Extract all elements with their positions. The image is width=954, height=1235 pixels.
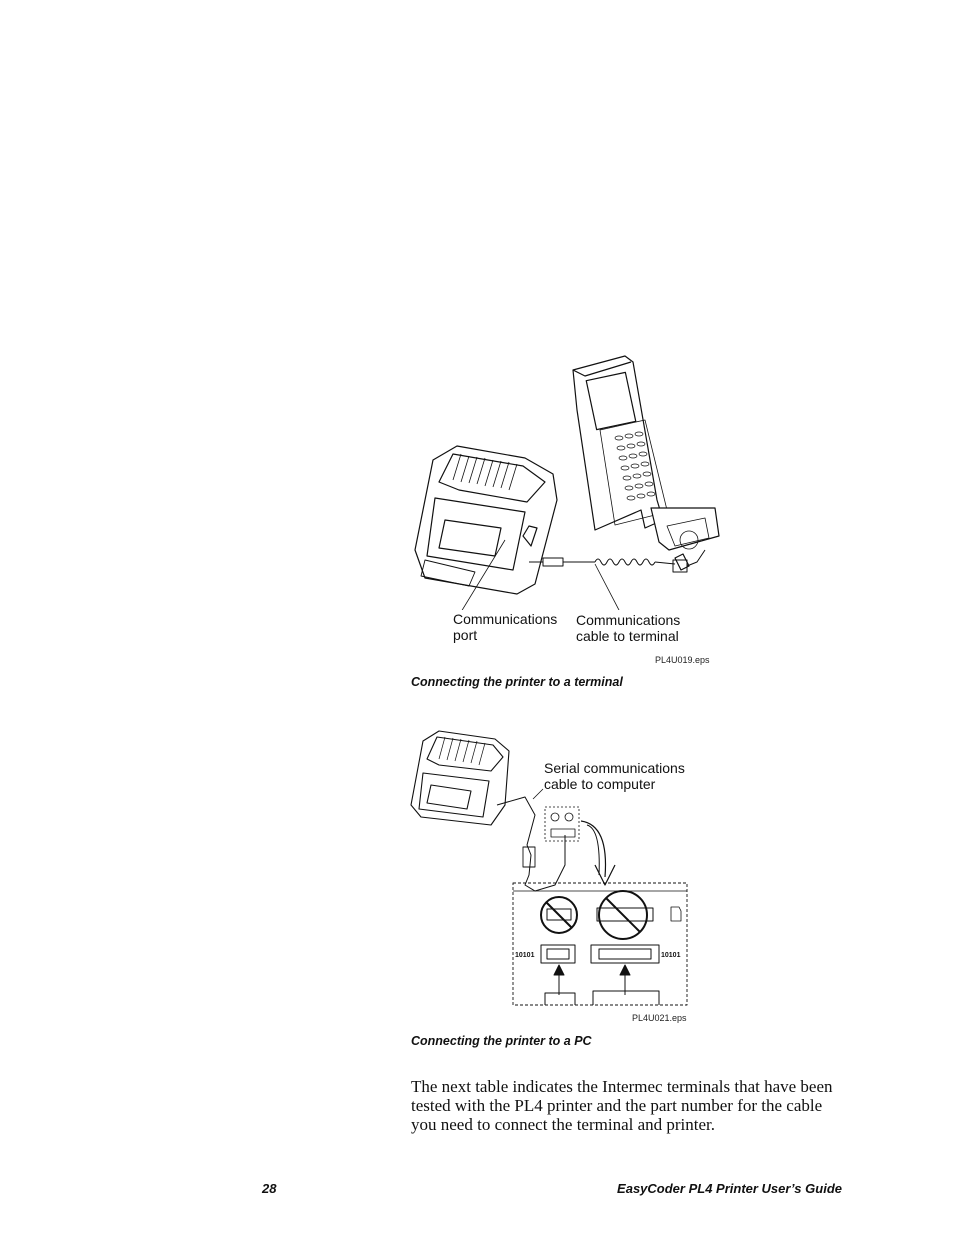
page-number: 28 xyxy=(262,1181,277,1196)
port-text-right: 10101 xyxy=(661,952,681,959)
body-paragraph: The next table indicates the Intermec terminals that have been tested with the PL4 printer and the part number for the cable you need to connect the terminal and printer. xyxy=(411,1077,833,1134)
coiled-cable-drawing xyxy=(529,550,705,572)
prohibited-connector-icons xyxy=(541,891,681,939)
handheld-terminal-drawing xyxy=(573,356,719,570)
allowed-connector-icons xyxy=(541,945,659,963)
figure2-file-name: PL4U021.eps xyxy=(632,1013,687,1023)
serial-cable-label: Serial communications cable to computer xyxy=(544,760,685,792)
port-text-left: 10101 xyxy=(515,952,535,959)
pc-port-connectors xyxy=(545,807,579,841)
figure1-caption: Connecting the printer to a terminal xyxy=(411,675,623,689)
figure1-file-name: PL4U019.eps xyxy=(655,655,710,665)
guide-title: EasyCoder PL4 Printer User’s Guide xyxy=(617,1181,842,1196)
portable-printer-drawing-small xyxy=(411,731,509,825)
terminal-connection-illustration xyxy=(405,350,735,610)
figure2-caption: Connecting the printer to a PC xyxy=(411,1034,592,1048)
inset-box xyxy=(513,883,687,1005)
communications-port-label: Communications port xyxy=(453,611,558,643)
communications-cable-label: Communications cable to terminal xyxy=(576,612,681,644)
serial-cable-drawing xyxy=(497,797,565,891)
